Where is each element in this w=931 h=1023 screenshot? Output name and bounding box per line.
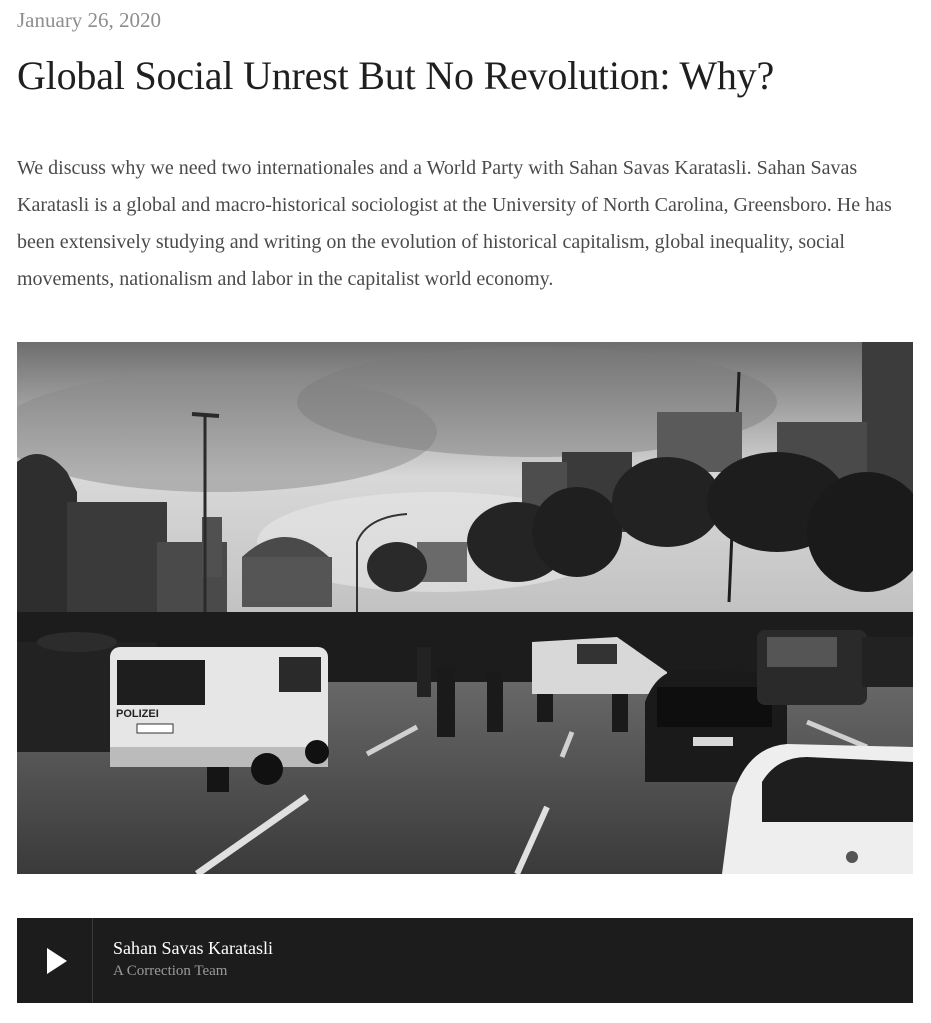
police-van-label: POLIZEI [116,708,159,720]
track-title: Sahan Savas Karatasli [113,938,273,958]
police-van [110,647,329,785]
play-icon [47,948,67,974]
play-button[interactable] [17,918,93,1003]
post-date: January 26, 2020 [17,8,162,32]
audio-player [17,918,913,1003]
post-title: Global Social Unrest But No Revolution: Why? [17,53,775,98]
track-subtitle: A Correction Team [113,963,228,979]
white-car [722,744,913,874]
featured-image [17,342,913,874]
post-description: We discuss why we need two internationales and a World Party with Sahan Savas Karatasli. Sahan Savas Karatasli is a global and macro-historical sociologist at the University of North Carolina, Greensboro. He has been extensively studying and writing on the evolution of historical capitalism, global inequality, social movements, nationalism and labor in the capitalist world economy. [17,157,892,290]
